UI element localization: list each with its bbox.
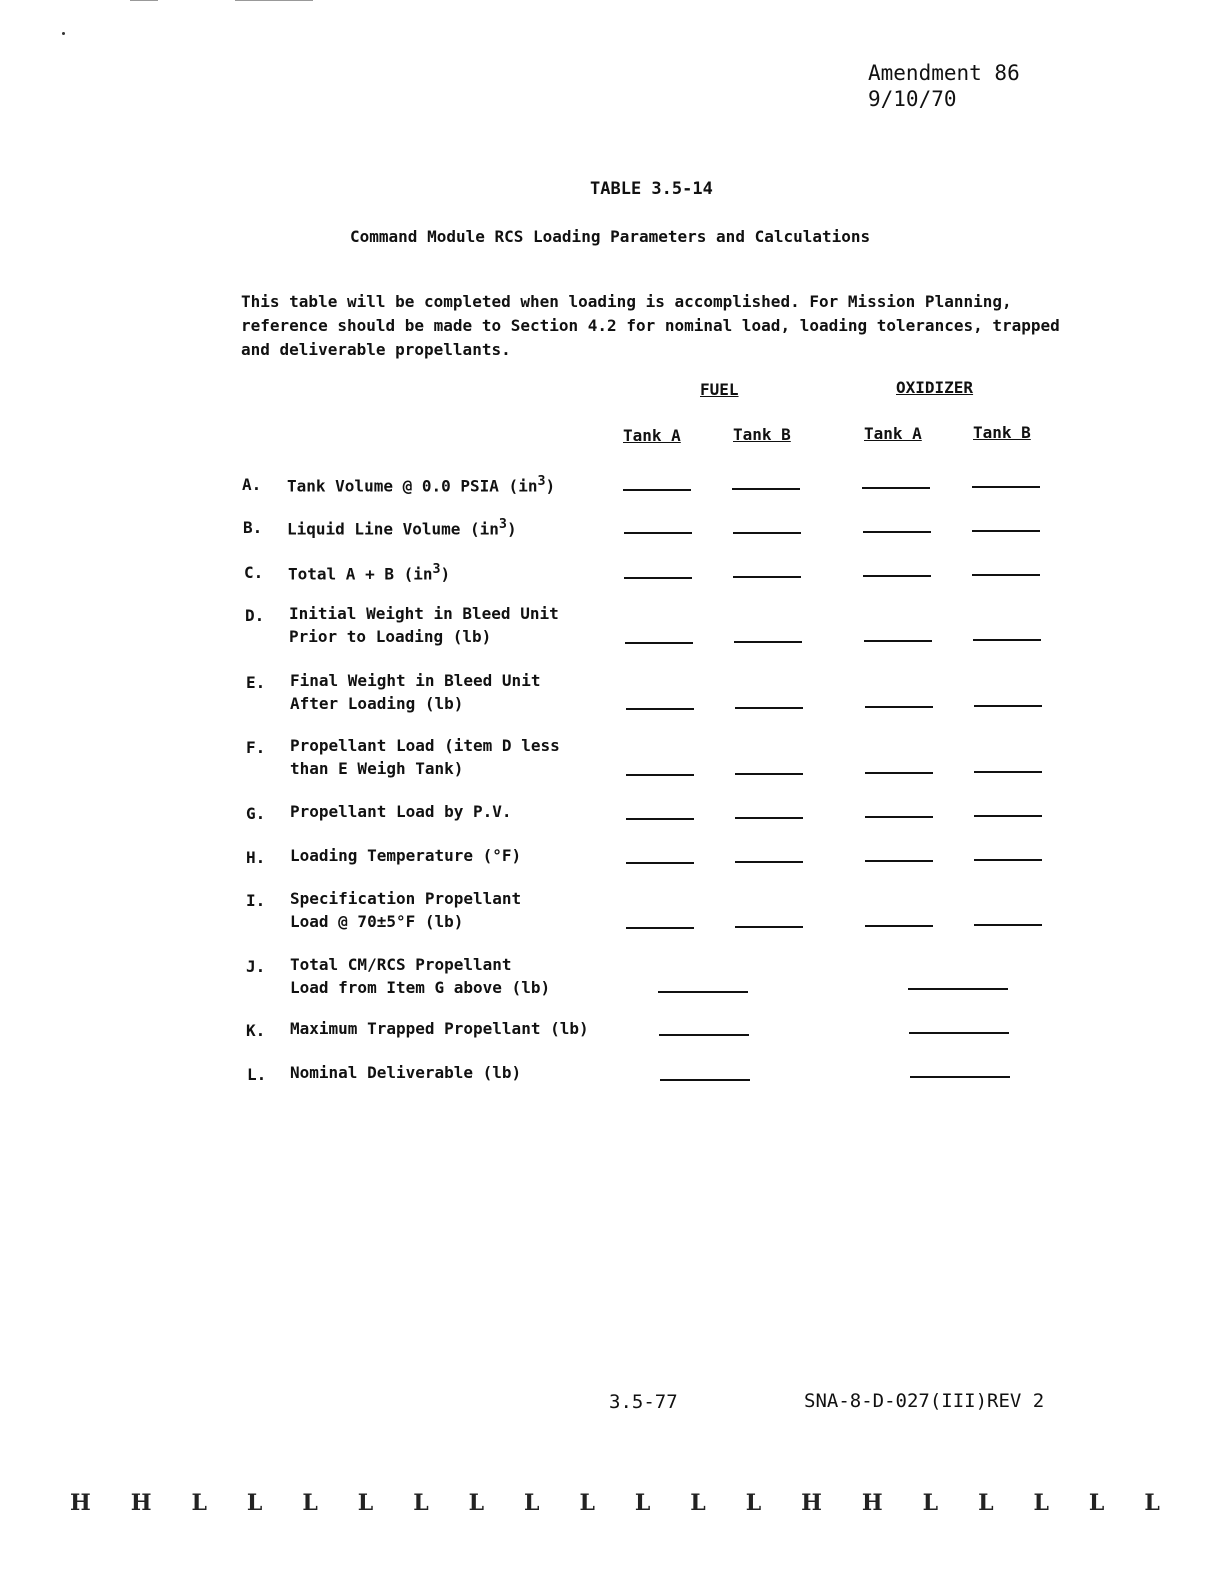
entry-line[interactable] [732, 488, 800, 490]
row-label: Final Weight in Bleed Unit After Loading (lb) [290, 671, 541, 713]
edge-mark: H [70, 1490, 91, 1516]
row-label: Specification Propellant Load @ 70±5°F (lb) [290, 889, 522, 931]
column-header-oxidizer-tank-a: Tank A [864, 424, 922, 443]
entry-line[interactable] [865, 706, 933, 708]
entry-line[interactable] [735, 926, 803, 928]
entry-line[interactable] [908, 988, 1008, 990]
row-label: Nominal Deliverable (lb) [290, 1063, 522, 1082]
entry-line[interactable] [624, 532, 692, 534]
edge-mark: H [861, 1490, 883, 1516]
entry-line[interactable] [625, 642, 693, 644]
scan-artifact-line [235, 0, 313, 1]
edge-mark: L [1144, 1490, 1160, 1516]
entry-line[interactable] [734, 641, 802, 643]
entry-line[interactable] [660, 1079, 750, 1081]
row-letter: C. [244, 563, 264, 582]
row-letter: L. [247, 1065, 267, 1084]
row-label: Loading Temperature (°F) [290, 846, 522, 865]
entry-line[interactable] [972, 530, 1040, 532]
table-title: Command Module RCS Loading Parameters and Calculations [350, 227, 871, 246]
edge-mark: L [468, 1490, 485, 1516]
entry-line[interactable] [623, 489, 691, 491]
amendment-block [868, 60, 1020, 112]
row-letter: B. [243, 518, 263, 537]
entry-line[interactable] [974, 924, 1042, 926]
entry-line[interactable] [735, 861, 803, 863]
row-letter: G. [246, 804, 266, 823]
edge-mark: L [745, 1490, 762, 1516]
row-letter: J. [246, 957, 266, 976]
entry-line[interactable] [733, 576, 801, 578]
row-letter: D. [245, 606, 265, 625]
entry-line[interactable] [735, 773, 803, 775]
edge-mark: L [191, 1490, 207, 1516]
entry-line[interactable] [659, 1034, 749, 1036]
group-header-fuel: FUEL [700, 380, 739, 399]
row-letter: E. [246, 673, 266, 692]
column-header-oxidizer-tank-b: Tank B [973, 423, 1031, 442]
entry-line[interactable] [865, 772, 933, 774]
entry-line[interactable] [733, 532, 801, 534]
table-intro: This table will be completed when loading is accomplished. For Mission Planning, reference should be made to Section 4.2 for nominal load, loading tolerances, trapped and deliverable propellants. [241, 292, 1060, 359]
amendment-number: Amendment 86 [868, 61, 1020, 85]
entry-line[interactable] [974, 859, 1042, 861]
entry-line[interactable] [865, 816, 933, 818]
entry-line[interactable] [624, 577, 692, 579]
edge-mark: L [1033, 1490, 1049, 1516]
row-label: Maximum Trapped Propellant (lb) [290, 1019, 589, 1038]
scan-artifact-dot [62, 32, 65, 35]
row-label: Tank Volume @ 0.0 PSIA $(in^3)$ [287, 474, 556, 496]
edge-mark: L [413, 1490, 429, 1516]
entry-line[interactable] [865, 860, 933, 862]
edge-mark: L [246, 1490, 263, 1516]
edge-mark: L [579, 1490, 595, 1516]
entry-line[interactable] [862, 487, 930, 489]
entry-line[interactable] [626, 708, 694, 710]
edge-mark: L [634, 1490, 651, 1516]
row-letter: H. [246, 848, 266, 867]
row-letter: K. [246, 1021, 266, 1040]
amendment-date: 9/10/70 [868, 87, 957, 111]
column-header-fuel-tank-a: Tank A [623, 426, 681, 445]
edge-mark: L [524, 1490, 540, 1516]
entry-line[interactable] [910, 1076, 1010, 1078]
entry-line[interactable] [973, 639, 1041, 641]
row-label: Initial Weight in Bleed Unit Prior to Loading (lb) [289, 604, 559, 646]
entry-line[interactable] [735, 817, 803, 819]
entry-line[interactable] [909, 1032, 1009, 1034]
edge-mark: L [690, 1490, 706, 1516]
entry-line[interactable] [626, 862, 694, 864]
document-id: SNA-8-D-027(III)REV 2 [804, 1390, 1045, 1412]
group-header-oxidizer: OXIDIZER [896, 378, 974, 397]
entry-line[interactable] [735, 707, 803, 709]
scan-artifact-line [130, 0, 158, 1]
edge-marks [70, 1490, 1160, 1516]
edge-mark: L [1088, 1490, 1105, 1516]
row-letter: A. [242, 475, 262, 494]
edge-mark: L [357, 1490, 374, 1516]
entry-line[interactable] [864, 640, 932, 642]
table-number: TABLE 3.5-14 [590, 179, 713, 199]
entry-line[interactable] [974, 705, 1042, 707]
entry-line[interactable] [974, 771, 1042, 773]
entry-line[interactable] [974, 815, 1042, 817]
row-label: Liquid Line Volume $(in^3)$ [287, 517, 517, 539]
edge-mark: H [801, 1490, 822, 1516]
edge-mark: L [302, 1490, 318, 1516]
edge-mark: H [130, 1490, 152, 1516]
row-letter: I. [246, 891, 266, 910]
page-number: 3.5-77 [609, 1391, 678, 1413]
row-label: Total CM/RCS Propellant Load from Item G above (lb) [290, 955, 551, 997]
column-header-fuel-tank-b: Tank B [733, 425, 791, 444]
entry-line[interactable] [865, 925, 933, 927]
edge-mark: L [978, 1490, 994, 1516]
entry-line[interactable] [658, 991, 748, 993]
row-label: Propellant Load (item D less than E Weigh Tank) [290, 736, 560, 778]
entry-line[interactable] [863, 531, 931, 533]
entry-line[interactable] [626, 818, 694, 820]
entry-line[interactable] [863, 575, 931, 577]
row-letter: F. [246, 738, 266, 757]
row-label: Total A + B $(in^3)$ [288, 562, 451, 584]
entry-line[interactable] [626, 774, 694, 776]
row-label: Propellant Load by P.V. [290, 802, 512, 821]
edge-mark: L [922, 1490, 939, 1516]
entry-line[interactable] [972, 486, 1040, 488]
entry-line[interactable] [626, 927, 694, 929]
entry-line[interactable] [972, 574, 1040, 576]
